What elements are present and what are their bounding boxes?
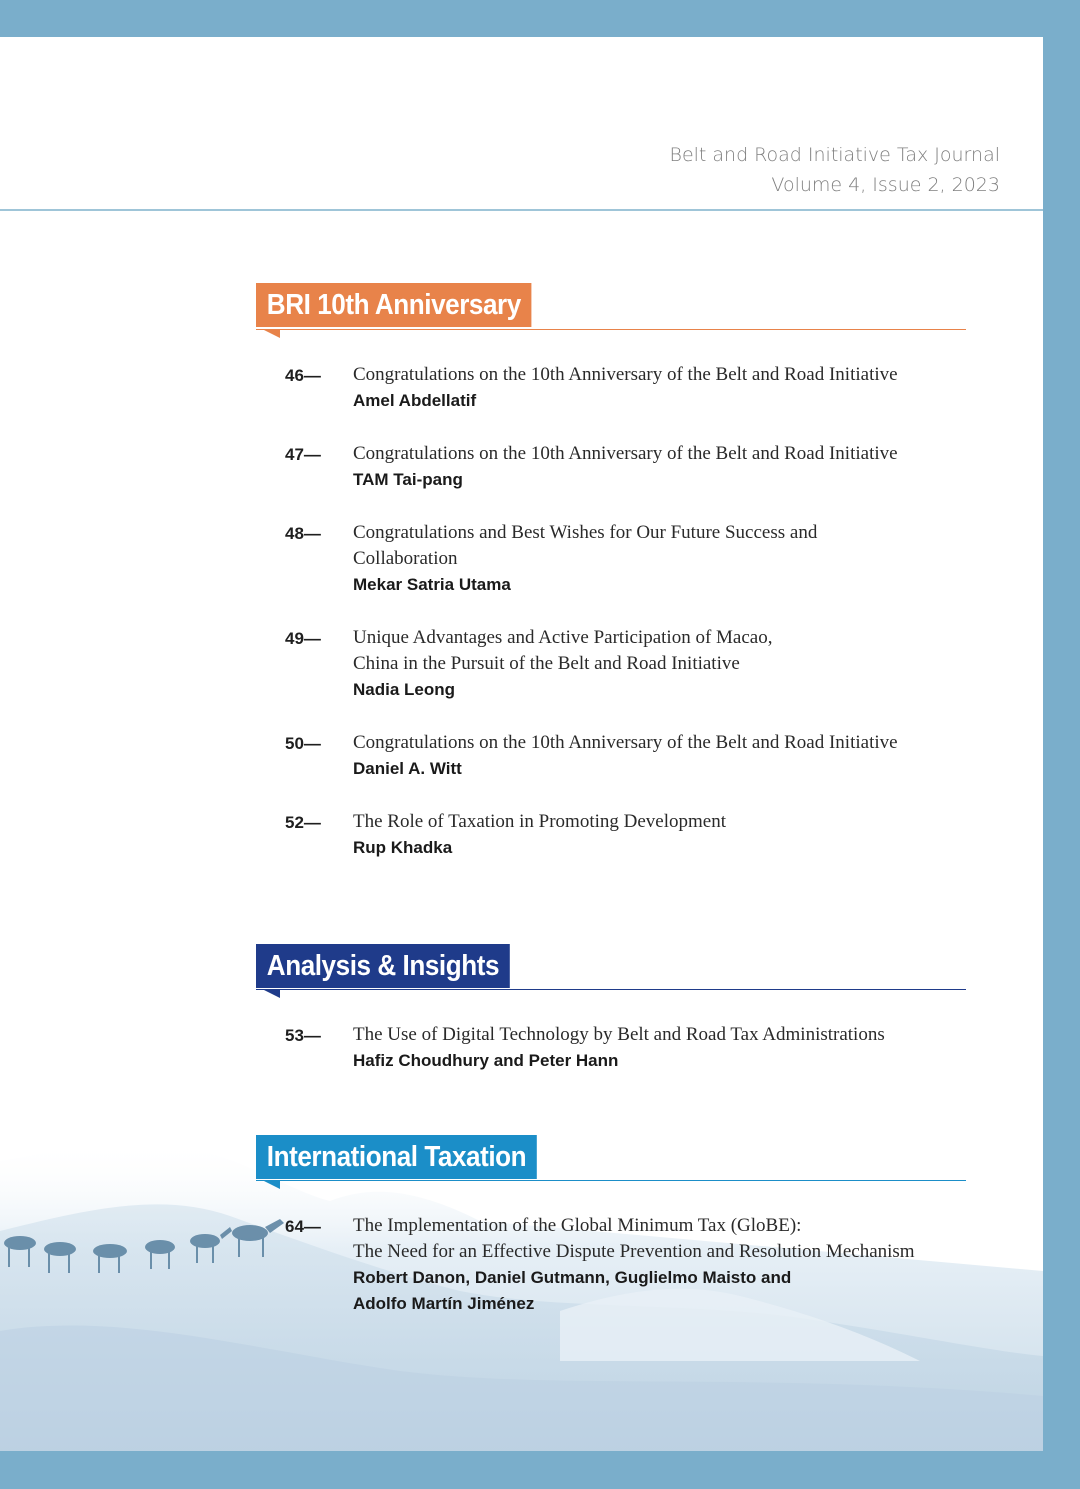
section-rule <box>256 989 966 991</box>
section-notch <box>264 990 280 998</box>
page-number: 64— <box>285 1217 321 1236</box>
header-divider <box>0 209 1043 211</box>
article-title-continued: The Need for an Effective Dispute Prevention and Resolution Mechanism <box>353 1241 915 1262</box>
article-title: Congratulations on the 10th Anniversary of the Belt and Road Initiative <box>353 364 898 385</box>
article-title: Unique Advantages and Active Participation of Macao, <box>353 627 773 648</box>
page-number: 47— <box>285 445 321 464</box>
section-rule <box>256 329 966 331</box>
section-tab: Analysis & Insights <box>256 944 510 988</box>
page-number: 48— <box>285 524 321 543</box>
article-title: The Use of Digital Technology by Belt and Road Tax Administrations <box>353 1024 885 1045</box>
article-title: Congratulations and Best Wishes for Our Future Success and <box>353 522 818 543</box>
article-title-continued: China in the Pursuit of the Belt and Road Initiative <box>353 653 740 674</box>
page-number: 49— <box>285 629 321 648</box>
page-number: 50— <box>285 734 321 753</box>
article-author: Nadia Leong <box>353 680 456 699</box>
section-analysis-insights <box>256 944 966 990</box>
section-tab: BRI 10th Anniversary <box>256 283 532 327</box>
article-title: Congratulations on the 10th Anniversary of the Belt and Road Initiative <box>353 443 898 464</box>
page-number: 53— <box>285 1026 321 1045</box>
article-author: Rup Khadka <box>353 838 453 857</box>
article-title: The Implementation of the Global Minimum Tax (GloBE): <box>353 1215 802 1236</box>
article-title: The Role of Taxation in Promoting Development <box>353 811 726 832</box>
page-number: 46— <box>285 366 321 385</box>
section-notch <box>264 330 280 338</box>
section-international-taxation <box>256 1135 966 1181</box>
article-author-continued: Adolfo Martín Jiménez <box>353 1294 535 1313</box>
article-author: Daniel A. Witt <box>353 759 462 778</box>
page-number: 52— <box>285 813 321 832</box>
section-notch <box>264 1181 280 1189</box>
article-title: Congratulations on the 10th Anniversary of the Belt and Road Initiative <box>353 732 898 753</box>
article-author: Robert Danon, Daniel Gutmann, Guglielmo Maisto and <box>353 1268 792 1287</box>
section-bri-anniversary <box>256 283 966 330</box>
article-author: Mekar Satria Utama <box>353 575 511 594</box>
journal-title: Belt and Road Initiative Tax Journal <box>669 144 1000 166</box>
article-author: Hafiz Choudhury and Peter Hann <box>353 1051 619 1070</box>
article-title-continued: Collaboration <box>353 548 458 569</box>
journal-header <box>670 140 1001 200</box>
section-tab: International Taxation <box>256 1135 537 1179</box>
journal-issue: Volume 4, Issue 2, 2023 <box>771 174 1000 196</box>
section-rule <box>256 1180 966 1182</box>
article-author: TAM Tai-pang <box>353 470 463 489</box>
article-author: Amel Abdellatif <box>353 391 477 410</box>
